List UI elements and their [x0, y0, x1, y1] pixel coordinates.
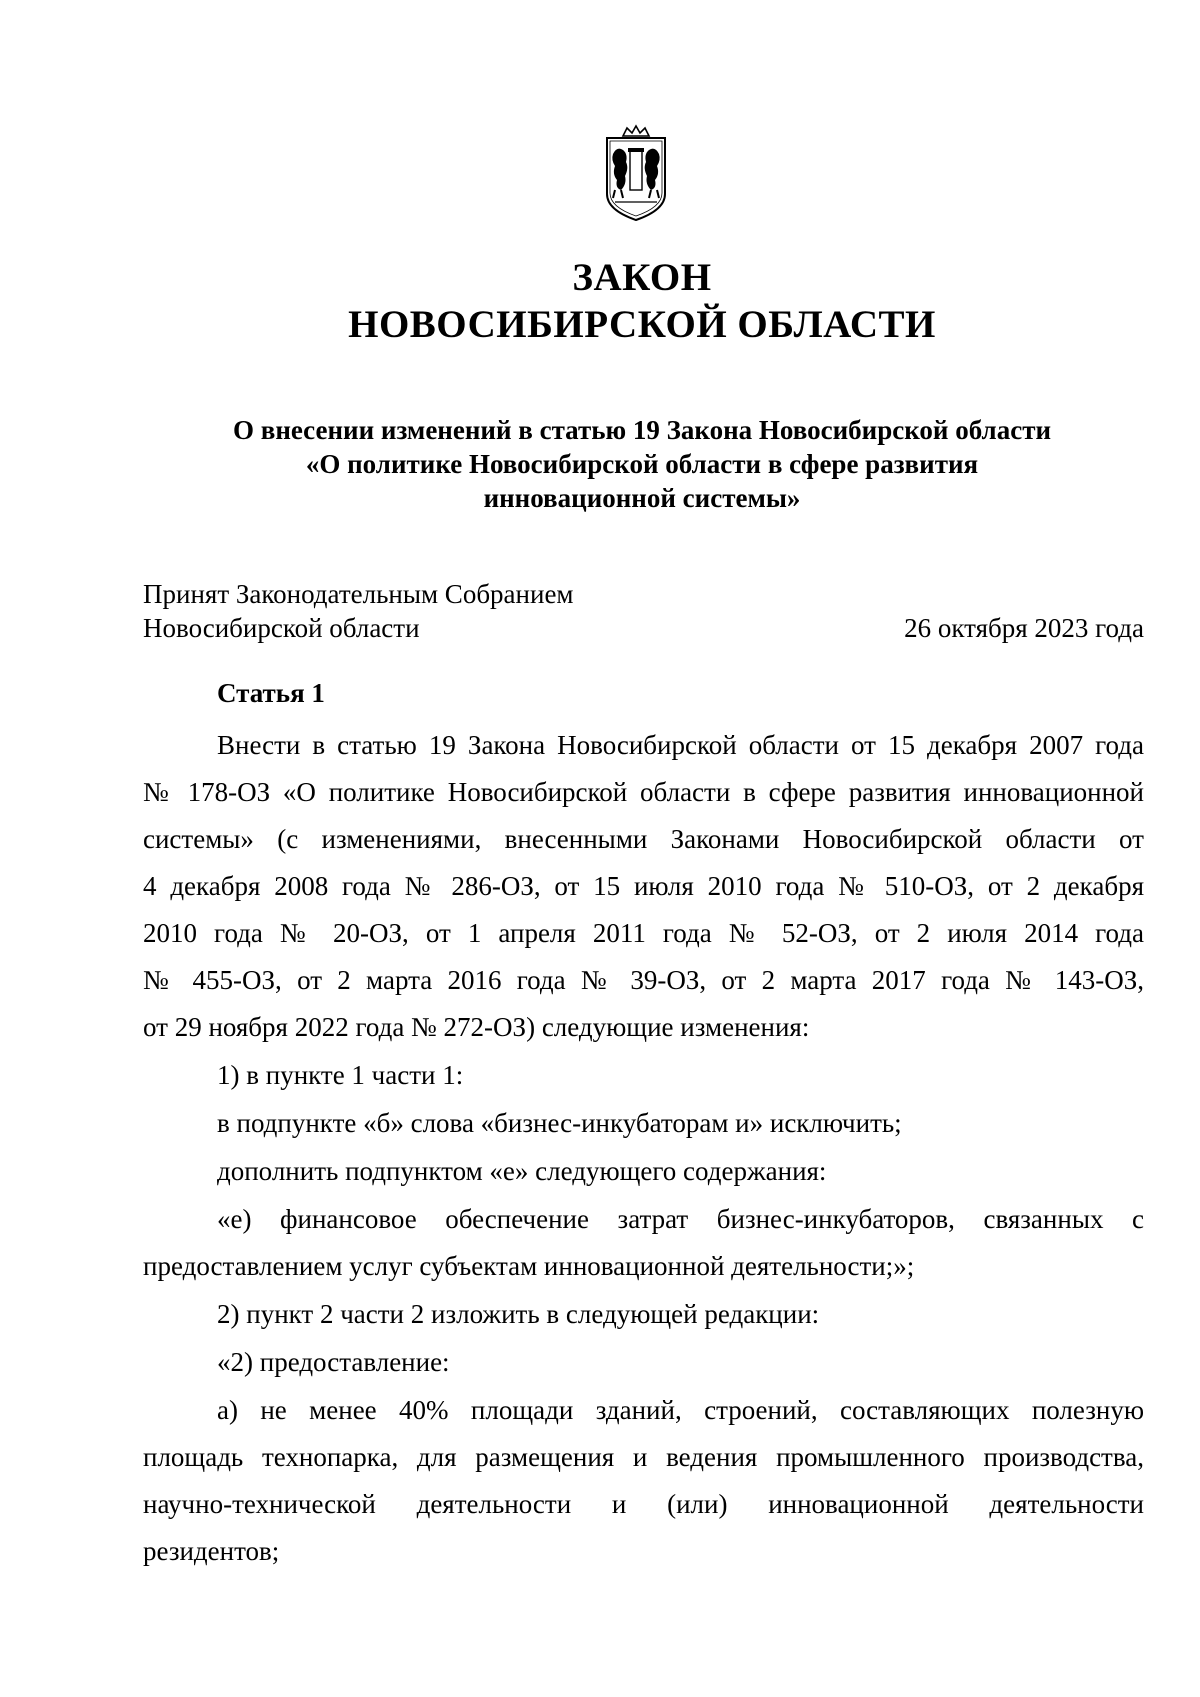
law-title-line1: ЗАКОН: [572, 256, 712, 299]
law-title-line2: НОВОСИБИРСКОЙ ОБЛАСТИ: [348, 303, 936, 346]
article-text-line: 1) в пункте 1 части 1:: [217, 1060, 464, 1090]
article-text-line: № 178-ОЗ «О политике Новосибирской области в сфере развития инновационной: [143, 777, 1144, 807]
law-subject-line3: инновационной системы»: [483, 483, 801, 513]
article-text-line: «2) предоставление:: [217, 1347, 450, 1377]
coat-of-arms-emblem-icon: [601, 124, 671, 224]
article-text-line: а) не менее 40% площади зданий, строений, составляющих полезную: [217, 1395, 1144, 1425]
article-text-line: от 29 ноября 2022 года № 272-ОЗ) следующие изменения:: [143, 1012, 810, 1042]
adoption-line1: Принят Законодательным Собранием: [143, 579, 574, 609]
law-subject-line1: О внесении изменений в статью 19 Закона Новосибирской области: [232, 415, 1052, 445]
law-subject-line2: «О политике Новосибирской области в сфере развития: [305, 449, 979, 479]
article-text-line: «е) финансовое обеспечение затрат бизнес-инкубаторов, связанных с: [217, 1204, 1144, 1234]
article-heading: Статья 1: [217, 678, 325, 708]
article-text-line: научно-технической деятельности и (или) инновационной деятельности: [143, 1489, 1144, 1519]
article-text-line: Внести в статью 19 Закона Новосибирской области от 15 декабря 2007 года: [217, 730, 1144, 760]
article-text-line: предоставлением услуг субъектам инновационной деятельности;»;: [143, 1251, 915, 1281]
article-text-line: 2010 года № 20-ОЗ, от 1 апреля 2011 года № 52-ОЗ, от 2 июля 2014 года: [143, 918, 1144, 948]
article-text-line: резидентов;: [143, 1536, 280, 1566]
adoption-date: 26 октября 2023 года: [904, 613, 1144, 643]
article-text-line: 4 декабря 2008 года № 286-ОЗ, от 15 июля 2010 года № 510-ОЗ, от 2 декабря: [143, 871, 1144, 901]
article-text-line: в подпункте «б» слова «бизнес-инкубаторам и» исключить;: [217, 1108, 902, 1138]
article-text-line: площадь технопарка, для размещения и ведения промышленного производства,: [143, 1442, 1144, 1472]
article-text-line: системы» (с изменениями, внесенными Законами Новосибирской области от: [143, 824, 1144, 854]
article-text-line: дополнить подпунктом «е» следующего содержания:: [217, 1156, 827, 1186]
article-text-line: 2) пункт 2 части 2 изложить в следующей редакции:: [217, 1299, 820, 1329]
article-text-line: № 455-ОЗ, от 2 марта 2016 года № 39-ОЗ, от 2 марта 2017 года № 143-ОЗ,: [143, 965, 1144, 995]
adoption-line2: Новосибирской области: [143, 613, 420, 643]
